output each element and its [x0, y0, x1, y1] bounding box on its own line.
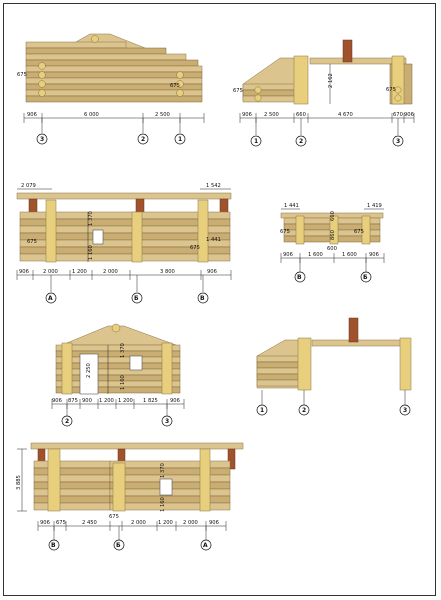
dim-label: 660	[330, 211, 336, 221]
corner-column	[198, 200, 208, 262]
dim-label: 875	[68, 398, 78, 404]
dim-label: 1 419	[367, 203, 382, 209]
axis-label: Б	[134, 295, 139, 302]
dim-label: 2 000	[103, 269, 118, 275]
dim-label: 6 000	[84, 112, 99, 118]
dim-label: 675	[17, 72, 27, 78]
dim-label: 1 370	[120, 343, 126, 358]
dim-label: 3 885	[16, 475, 22, 490]
dim-label: 906	[52, 398, 62, 404]
corner-column	[132, 212, 142, 262]
dim-label: 906	[242, 112, 252, 118]
dim-label: 2 450	[82, 520, 97, 526]
dim-label: 675	[27, 239, 37, 245]
dim-label: 675	[109, 514, 119, 520]
dim-label: 1 600	[308, 252, 323, 258]
dim-label: 1 370	[88, 211, 94, 226]
wall-logs	[26, 42, 202, 102]
top-beam	[31, 443, 243, 449]
dim-label: 675	[56, 520, 66, 526]
elevation-2	[233, 40, 414, 146]
dim-label: 660	[296, 112, 306, 118]
dim-label: 1 200	[72, 269, 87, 275]
chimney-post	[343, 40, 352, 62]
axis-label: 1	[260, 407, 265, 414]
axis-label: 3	[40, 136, 45, 143]
corner-column	[48, 449, 60, 511]
dim-label: 906	[27, 112, 37, 118]
corner-column	[46, 200, 56, 262]
corner-column	[296, 216, 304, 244]
dim-label: 1 441	[206, 237, 221, 243]
log-end	[112, 324, 120, 332]
corner-column	[400, 338, 411, 390]
dim-label: 1 542	[206, 183, 221, 189]
axis-label: 1	[254, 138, 259, 145]
dim-label: 2 000	[43, 269, 58, 275]
dim-label: 906	[209, 520, 219, 526]
window	[160, 479, 172, 495]
dim-label: 675	[280, 229, 290, 235]
axis-label: В	[297, 274, 302, 281]
dim-label: 1 200	[158, 520, 173, 526]
window	[130, 356, 142, 370]
dim-label: 906	[19, 269, 29, 275]
axis-label: 1	[178, 136, 183, 143]
dim-label: 1 600	[342, 252, 357, 258]
dim-label: 600	[327, 246, 337, 252]
dim-label: 675	[386, 87, 396, 93]
dim-label: 1 160	[88, 245, 94, 260]
dim-label: 1 825	[143, 398, 158, 404]
axis-label: 2	[302, 407, 307, 414]
dim-label: 2 000	[131, 520, 146, 526]
dimension-lines	[262, 390, 405, 405]
corner-column	[162, 343, 172, 394]
dim-label: 2 162	[328, 73, 334, 88]
elevation-3	[17, 183, 231, 303]
axis-label: Б	[363, 274, 368, 281]
dim-label: 906	[283, 252, 293, 258]
dimension-lines	[24, 113, 204, 133]
elevation-1	[17, 34, 204, 144]
wall-logs	[56, 345, 180, 393]
axis-label: 2	[141, 136, 146, 143]
dim-label: 675	[354, 229, 364, 235]
top-beam	[17, 193, 231, 199]
window	[93, 230, 103, 244]
dim-label: 675	[233, 88, 243, 94]
corner-column	[294, 56, 308, 104]
dim-label: 2 079	[21, 183, 36, 189]
dim-label: 1 200	[118, 398, 133, 404]
elevation-6	[257, 318, 411, 415]
corner-column	[62, 343, 72, 394]
dim-label: 1 160	[160, 497, 166, 512]
corner-column	[200, 449, 210, 511]
dim-label: 906	[369, 252, 379, 258]
axis-label: В	[51, 542, 56, 549]
elevation-4	[280, 203, 384, 282]
dim-label: 670	[393, 112, 403, 118]
dim-label: 2 500	[264, 112, 279, 118]
corner-column	[298, 338, 311, 390]
axis-label: 2	[299, 138, 304, 145]
dim-label: 2 000	[183, 520, 198, 526]
dim-label: 1 441	[284, 203, 299, 209]
elevation-7	[16, 443, 243, 550]
dim-label: 2 250	[86, 363, 92, 378]
axis-label: А	[48, 295, 53, 302]
dim-label: 675	[190, 245, 200, 251]
axis-label: 3	[396, 138, 401, 145]
dim-label: 1 200	[99, 398, 114, 404]
dim-label: 2 500	[155, 112, 170, 118]
axis-label: А	[203, 542, 208, 549]
axis-label: 3	[165, 418, 170, 425]
axis-label: В	[200, 295, 205, 302]
dim-label: 1 370	[160, 463, 166, 478]
chimney-post	[349, 318, 358, 342]
dim-label: 906	[40, 520, 50, 526]
dim-label: 906	[170, 398, 180, 404]
axis-label: Б	[116, 542, 121, 549]
dim-label: 906	[207, 269, 217, 275]
dim-label: 860	[330, 230, 336, 240]
dim-label: 900	[82, 398, 92, 404]
axis-label: 2	[65, 418, 70, 425]
elevation-5	[52, 324, 184, 426]
dim-label: 3 800	[160, 269, 175, 275]
axis-label: 3	[403, 407, 408, 414]
dim-label: 1 160	[120, 375, 126, 390]
dim-label: 906	[404, 112, 414, 118]
dim-label: 675	[170, 83, 180, 89]
dim-label: 4 670	[338, 112, 353, 118]
corner-column	[113, 463, 125, 511]
